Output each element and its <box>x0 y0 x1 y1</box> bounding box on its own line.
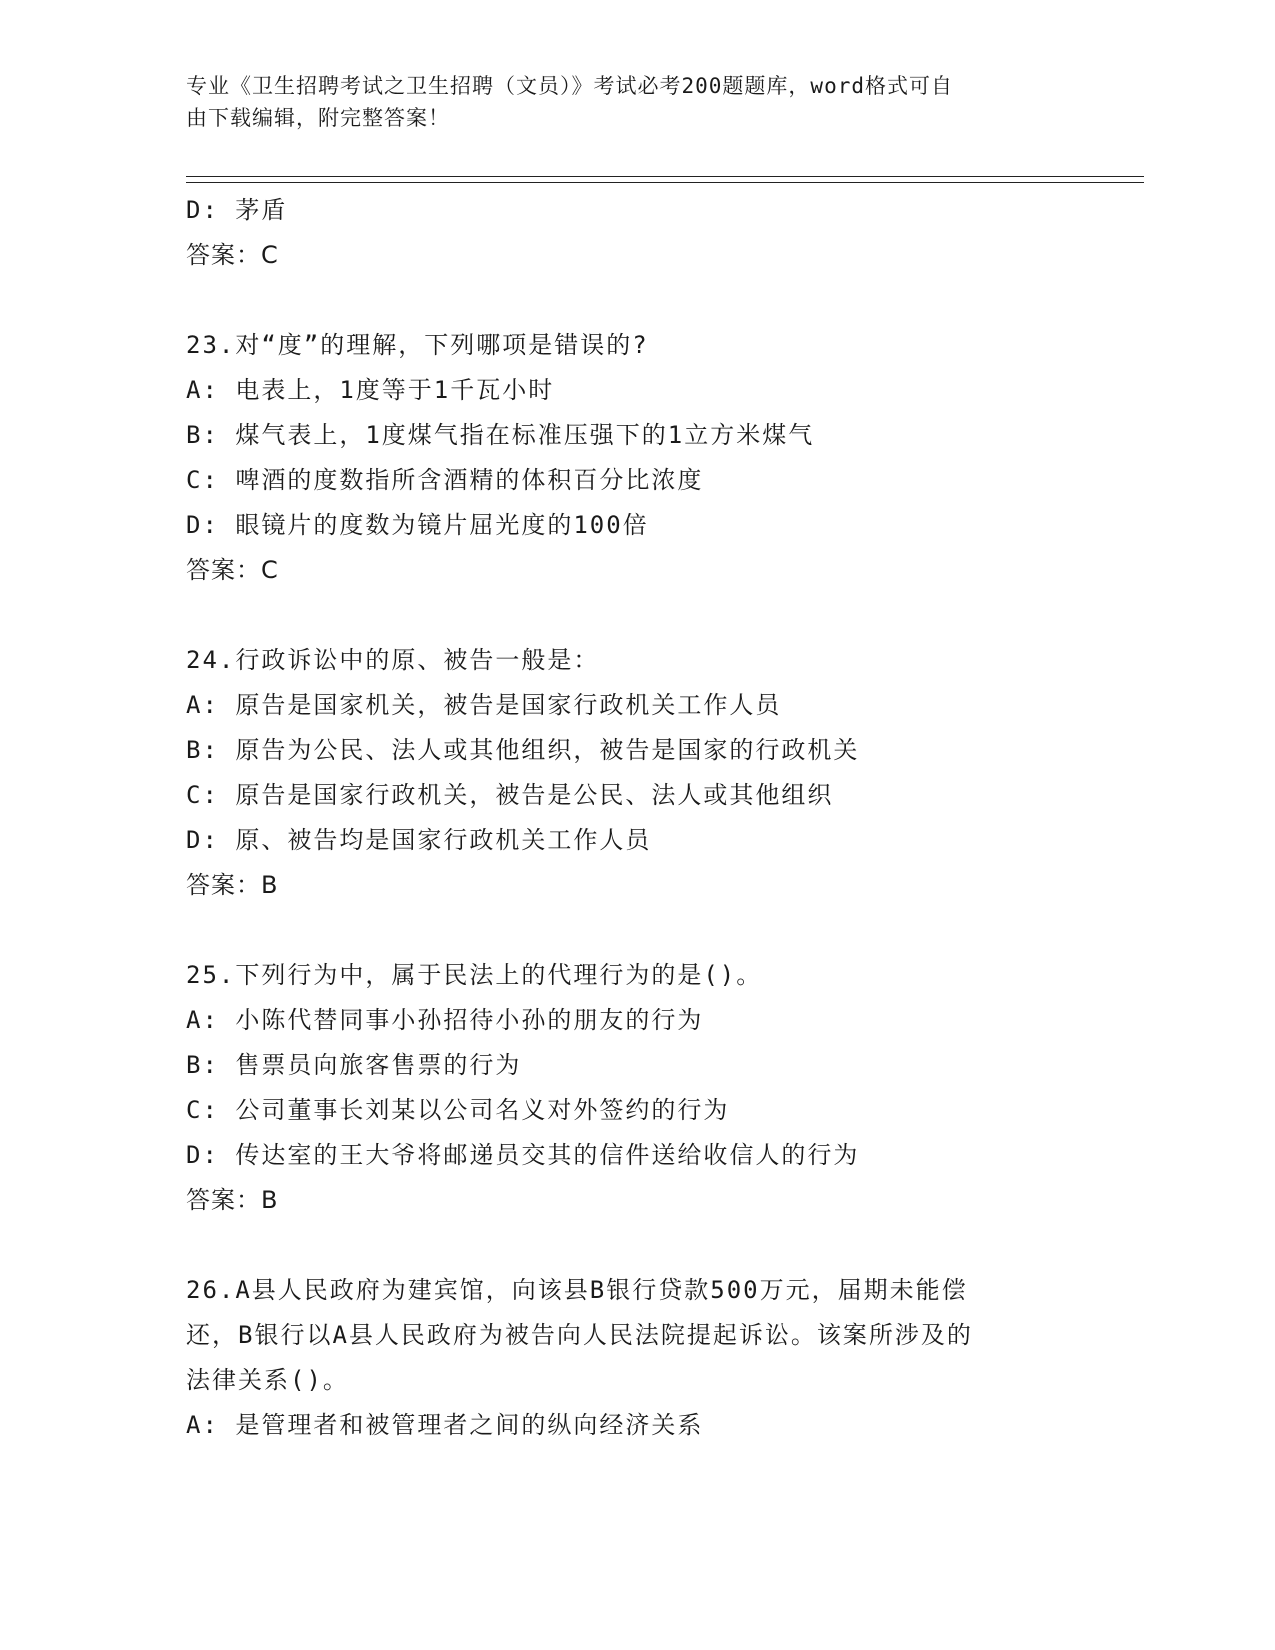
answer-line: 答案：C <box>186 241 279 269</box>
answer-line: 答案：B <box>186 1186 279 1214</box>
question-content <box>186 188 1086 1448</box>
header-divider <box>186 176 1144 183</box>
option-b: B: 售票员向旅客售票的行为 <box>186 1051 522 1079</box>
option-c: C: 啤酒的度数指所含酒精的体积百分比浓度 <box>186 466 704 494</box>
option-d: D: 传达室的王大爷将邮递员交其的信件送给收信人的行为 <box>186 1141 860 1169</box>
spacer <box>186 278 1086 323</box>
option-a: A: 小陈代替同事小孙招待小孙的朋友的行为 <box>186 1006 704 1034</box>
question-23: 23.对“度”的理解，下列哪项是错误的? <box>186 331 649 359</box>
option-d: D: 原、被告均是国家行政机关工作人员 <box>186 826 652 854</box>
option-a: A: 原告是国家机关，被告是国家行政机关工作人员 <box>186 691 782 719</box>
answer-line: 答案：B <box>186 871 279 899</box>
option-a: A: 是管理者和被管理者之间的纵向经济关系 <box>186 1411 704 1439</box>
question-26-line-2: 还，B银行以A县人民政府为被告向人民法院提起诉讼。该案所涉及的 <box>186 1321 973 1349</box>
spacer <box>186 1223 1086 1268</box>
option-c: C: 原告是国家行政机关，被告是公民、法人或其他组织 <box>186 781 834 809</box>
header-line-1: 专业《卫生招聘考试之卫生招聘（文员）》考试必考200题题库，word格式可自 <box>186 74 953 98</box>
option-a: A: 电表上，1度等于1千瓦小时 <box>186 376 555 404</box>
spacer <box>186 908 1086 953</box>
option-d: D: 茅盾 <box>186 196 288 224</box>
question-26-line-1: 26.A县人民政府为建宾馆，向该县B银行贷款500万元，届期未能偿 <box>186 1276 968 1304</box>
option-c: C: 公司董事长刘某以公司名义对外签约的行为 <box>186 1096 730 1124</box>
header-line-2: 由下载编辑，附完整答案！ <box>186 106 450 130</box>
question-26-line-3: 法律关系()。 <box>186 1366 349 1394</box>
question-25: 25.下列行为中，属于民法上的代理行为的是()。 <box>186 961 763 989</box>
option-b: B: 煤气表上，1度煤气指在标准压强下的1立方米煤气 <box>186 421 815 449</box>
option-d: D: 眼镜片的度数为镜片屈光度的100倍 <box>186 511 649 539</box>
answer-line: 答案：C <box>186 556 279 584</box>
spacer <box>186 593 1086 638</box>
page-header <box>186 70 1066 134</box>
option-b: B: 原告为公民、法人或其他组织，被告是国家的行政机关 <box>186 736 860 764</box>
question-24: 24.行政诉讼中的原、被告一般是： <box>186 646 600 674</box>
